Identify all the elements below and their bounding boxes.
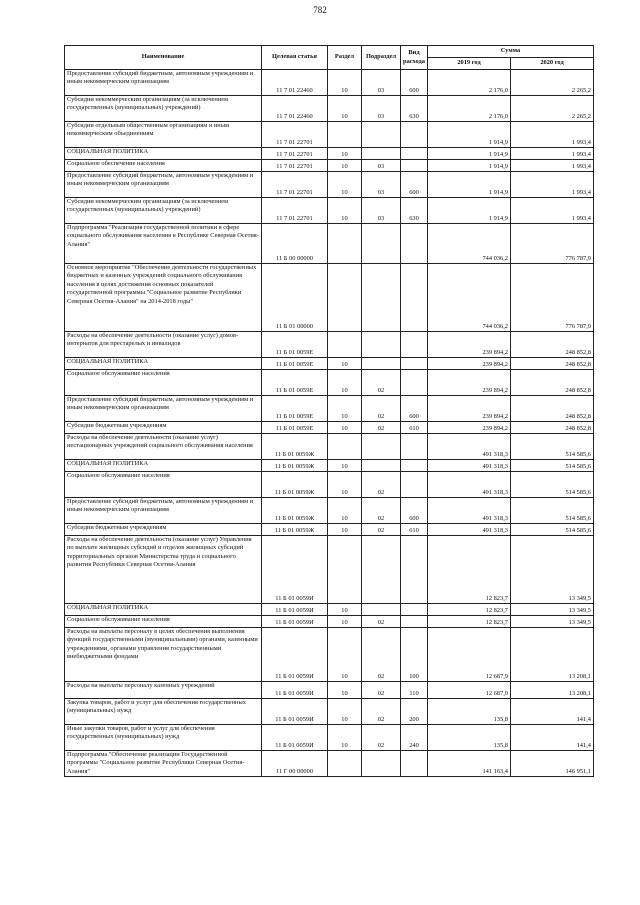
row-target-code: 11 Б 01 0059Ж <box>262 472 328 498</box>
row-subsection <box>362 460 401 472</box>
row-subsection: 03 <box>362 198 401 224</box>
table-row <box>65 699 594 725</box>
table-row <box>65 536 594 604</box>
row-subsection <box>362 332 401 358</box>
row-subsection: 02 <box>362 524 401 536</box>
row-sum-2020: 1 993,4 <box>511 160 594 172</box>
row-section: 10 <box>328 358 362 370</box>
header-section: Раздел <box>328 46 362 70</box>
row-sum-2020: 13 349,5 <box>511 604 594 616</box>
row-name: Субсидии бюджетным учреждениям <box>65 422 262 434</box>
budget-table <box>64 45 594 777</box>
row-sum-2019: 239 894,2 <box>428 358 511 370</box>
header-year-2020: 2020 год <box>511 58 594 70</box>
row-target-code: 11 Б 01 0059Е <box>262 358 328 370</box>
row-expense-kind <box>401 536 428 604</box>
row-target-code: 11 Б 01 0059И <box>262 616 328 628</box>
header-target-code: Целевая статья <box>262 46 328 70</box>
row-target-code: 11 7 01 22460 <box>262 96 328 122</box>
row-expense-kind: 110 <box>401 682 428 699</box>
row-section: 10 <box>328 682 362 699</box>
row-sum-2020: 141,4 <box>511 699 594 725</box>
row-section <box>328 224 362 264</box>
row-section: 10 <box>328 370 362 396</box>
row-sum-2020: 248 852,8 <box>511 370 594 396</box>
row-subsection <box>362 536 401 604</box>
row-section: 10 <box>328 472 362 498</box>
row-target-code: 11 Б 01 0059Е <box>262 396 328 422</box>
row-name: Подпрограмма "Реализация государственной политики в сфере социального обслуживания населения в Республике Северная Осетия-Алания" <box>65 224 262 264</box>
row-sum-2019: 491 318,3 <box>428 498 511 524</box>
row-sum-2019: 239 894,2 <box>428 370 511 396</box>
row-sum-2019: 491 318,3 <box>428 434 511 460</box>
row-target-code: 11 Б 01 0059Ж <box>262 460 328 472</box>
row-sum-2020: 1 993,4 <box>511 198 594 224</box>
table-row <box>65 524 594 536</box>
row-name: Иные закупки товаров, работ и услуг для обеспечения государственных (муниципальных) нужд <box>65 725 262 751</box>
row-section <box>328 332 362 358</box>
row-subsection: 02 <box>362 472 401 498</box>
row-subsection: 02 <box>362 396 401 422</box>
row-sum-2019: 141 163,4 <box>428 751 511 777</box>
row-name: Расходы на выплаты персоналу казенных учреждений <box>65 682 262 699</box>
row-expense-kind <box>401 472 428 498</box>
row-subsection: 02 <box>362 725 401 751</box>
row-sum-2020: 2 265,2 <box>511 96 594 122</box>
row-target-code: 11 Б 01 0059Ж <box>262 434 328 460</box>
row-name: Предоставление субсидий бюджетным, автономным учреждениям и иным некоммерческим организациям <box>65 498 262 524</box>
row-sum-2020: 13 349,5 <box>511 536 594 604</box>
row-expense-kind <box>401 751 428 777</box>
row-subsection <box>362 264 401 332</box>
row-section: 10 <box>328 604 362 616</box>
row-name: Субсидии некоммерческим организациям (за исключением государственных (муниципальных) учреждений) <box>65 198 262 224</box>
row-sum-2019: 1 914,9 <box>428 148 511 160</box>
row-sum-2019: 239 894,2 <box>428 396 511 422</box>
row-sum-2019: 1 914,9 <box>428 172 511 198</box>
row-name: Расходы на обеспечение деятельности (оказание услуг) нестационарных учреждений социального обслуживания населения <box>65 434 262 460</box>
row-name: Предоставление субсидий бюджетным, автономным учреждениям и иным некоммерческим организациям <box>65 396 262 422</box>
row-sum-2020: 776 787,9 <box>511 224 594 264</box>
table-body <box>65 70 594 777</box>
row-subsection: 02 <box>362 628 401 682</box>
header-expense-kind: Вид расхода <box>401 46 428 70</box>
row-name: Субсидии некоммерческим организациям (за исключением государственных (муниципальных) учреждений) <box>65 96 262 122</box>
row-sum-2020: 248 852,8 <box>511 422 594 434</box>
row-sum-2019: 491 318,3 <box>428 524 511 536</box>
row-target-code: 11 7 01 22701 <box>262 160 328 172</box>
row-subsection: 02 <box>362 370 401 396</box>
row-section: 10 <box>328 628 362 682</box>
row-expense-kind <box>401 332 428 358</box>
row-sum-2019: 239 894,2 <box>428 332 511 358</box>
table-row <box>65 358 594 370</box>
row-sum-2020: 248 852,8 <box>511 358 594 370</box>
row-sum-2019: 12 687,9 <box>428 628 511 682</box>
row-sum-2020: 514 585,6 <box>511 524 594 536</box>
table-row <box>65 160 594 172</box>
row-name: СОЦИАЛЬНАЯ ПОЛИТИКА <box>65 604 262 616</box>
row-subsection: 02 <box>362 616 401 628</box>
row-subsection <box>362 751 401 777</box>
table-row <box>65 122 594 148</box>
row-target-code: 11 Б 01 0059И <box>262 628 328 682</box>
table-row <box>65 96 594 122</box>
row-subsection <box>362 604 401 616</box>
row-target-code: 11 Б 01 0059И <box>262 725 328 751</box>
row-subsection: 03 <box>362 160 401 172</box>
row-subsection: 03 <box>362 70 401 96</box>
row-sum-2019: 491 318,3 <box>428 472 511 498</box>
row-section: 10 <box>328 460 362 472</box>
row-name: Субсидии бюджетным учреждениям <box>65 524 262 536</box>
row-sum-2019: 12 687,9 <box>428 682 511 699</box>
row-subsection: 02 <box>362 422 401 434</box>
row-target-code: 11 Б 01 0059И <box>262 682 328 699</box>
row-section: 10 <box>328 70 362 96</box>
row-section: 10 <box>328 198 362 224</box>
table-row <box>65 198 594 224</box>
table-row <box>65 370 594 396</box>
table-row <box>65 604 594 616</box>
row-expense-kind: 630 <box>401 198 428 224</box>
row-sum-2019: 239 894,2 <box>428 422 511 434</box>
row-name: СОЦИАЛЬНАЯ ПОЛИТИКА <box>65 358 262 370</box>
row-section: 10 <box>328 396 362 422</box>
row-section <box>328 264 362 332</box>
row-subsection: 03 <box>362 96 401 122</box>
row-expense-kind <box>401 264 428 332</box>
row-name: Социальное обеспечение населения <box>65 160 262 172</box>
row-sum-2019: 2 176,0 <box>428 96 511 122</box>
row-subsection <box>362 122 401 148</box>
row-sum-2020: 13 208,1 <box>511 682 594 699</box>
row-section <box>328 536 362 604</box>
row-name: Предоставление субсидий бюджетным, автономным учреждениям и иным некоммерческим организациям <box>65 172 262 198</box>
row-sum-2020: 514 585,6 <box>511 498 594 524</box>
row-expense-kind <box>401 224 428 264</box>
row-name: Подпрограмма "Обеспечение реализации Государственной программы "Социальное развитие Республики Северная Осетия-Алания" <box>65 751 262 777</box>
table-row <box>65 682 594 699</box>
row-expense-kind: 600 <box>401 172 428 198</box>
row-sum-2019: 12 823,7 <box>428 536 511 604</box>
row-sum-2019: 744 036,2 <box>428 224 511 264</box>
row-target-code: 11 Б 01 0059И <box>262 699 328 725</box>
row-name: Социальное обслуживание населения <box>65 616 262 628</box>
row-subsection: 02 <box>362 699 401 725</box>
row-section: 10 <box>328 172 362 198</box>
table-row <box>65 396 594 422</box>
row-section <box>328 751 362 777</box>
row-subsection <box>362 434 401 460</box>
row-name: Расходы на выплаты персоналу в целях обеспечения выполнения функций государственными (муниципальными) органами, казенными учреждениями, органами управления государственными внебюджетными фондами <box>65 628 262 682</box>
row-expense-kind: 100 <box>401 628 428 682</box>
table-row <box>65 332 594 358</box>
row-sum-2020: 248 852,8 <box>511 332 594 358</box>
row-target-code: 11 Г 00 00000 <box>262 751 328 777</box>
row-expense-kind: 600 <box>401 396 428 422</box>
row-sum-2020: 1 993,4 <box>511 122 594 148</box>
row-expense-kind <box>401 148 428 160</box>
table-row <box>65 224 594 264</box>
row-section <box>328 122 362 148</box>
row-name: Расходы на обеспечение деятельности (оказание услуг) домов-интернатов для престарелых и инвалидов <box>65 332 262 358</box>
row-target-code: 11 7 01 22460 <box>262 70 328 96</box>
row-sum-2019: 1 914,9 <box>428 160 511 172</box>
row-target-code: 11 7 01 22701 <box>262 172 328 198</box>
row-section <box>328 434 362 460</box>
row-expense-kind: 600 <box>401 70 428 96</box>
row-subsection: 02 <box>362 498 401 524</box>
row-name: Расходы на обеспечение деятельности (оказание услуг) Управления по выплате жилищных субсидий и отделов жилищных субсидий территориальных органов Министерства труда и социального развития Республики Северная Осетия-Алания <box>65 536 262 604</box>
row-sum-2019: 2 176,0 <box>428 70 511 96</box>
header-name: Наименование <box>65 46 262 70</box>
row-target-code: 11 Б 01 0059Е <box>262 370 328 396</box>
table-row <box>65 264 594 332</box>
row-target-code: 11 7 01 22701 <box>262 198 328 224</box>
row-name: СОЦИАЛЬНАЯ ПОЛИТИКА <box>65 148 262 160</box>
row-section: 10 <box>328 160 362 172</box>
row-target-code: 11 Б 01 0059Е <box>262 332 328 358</box>
row-name: Основное мероприятие "Обеспечение деятельности государственных бюджетных и казенных учреждений социального обслуживания населения в целях достижения основных показателей государственной программы "Социальное развитие Республики Северная Осетия-Алания" на 2014-2018 годы" <box>65 264 262 332</box>
row-sum-2019: 1 914,9 <box>428 122 511 148</box>
row-name: Социальное обслуживание населения <box>65 370 262 396</box>
row-sum-2020: 248 852,8 <box>511 396 594 422</box>
row-name: Закупка товаров, работ и услуг для обеспечения государственных (муниципальных) нужд <box>65 699 262 725</box>
row-section: 10 <box>328 725 362 751</box>
page-number: 782 <box>313 5 327 15</box>
row-sum-2020: 514 585,6 <box>511 472 594 498</box>
row-expense-kind <box>401 160 428 172</box>
row-sum-2020: 2 265,2 <box>511 70 594 96</box>
row-section: 10 <box>328 148 362 160</box>
table-row <box>65 460 594 472</box>
row-sum-2019: 1 914,9 <box>428 198 511 224</box>
table-row <box>65 422 594 434</box>
row-expense-kind <box>401 616 428 628</box>
row-target-code: 11 7 01 22701 <box>262 122 328 148</box>
row-target-code: 11 Б 01 0059Ж <box>262 524 328 536</box>
table-row <box>65 434 594 460</box>
row-sum-2020: 776 787,9 <box>511 264 594 332</box>
row-sum-2020: 141,4 <box>511 725 594 751</box>
row-sum-2020: 1 993,4 <box>511 172 594 198</box>
row-section: 10 <box>328 498 362 524</box>
row-name: СОЦИАЛЬНАЯ ПОЛИТИКА <box>65 460 262 472</box>
table-row <box>65 498 594 524</box>
row-target-code: 11 Б 01 0059Е <box>262 422 328 434</box>
row-subsection <box>362 224 401 264</box>
row-target-code: 11 Б 00 00000 <box>262 224 328 264</box>
row-subsection <box>362 358 401 370</box>
row-target-code: 11 Б 01 0059Ж <box>262 498 328 524</box>
row-target-code: 11 Б 01 0059И <box>262 604 328 616</box>
header-year-2019: 2019 год <box>428 58 511 70</box>
table-row <box>65 751 594 777</box>
row-sum-2020: 514 585,6 <box>511 434 594 460</box>
row-subsection: 02 <box>362 682 401 699</box>
row-name: Субсидии отдельным общественным организациям и иным некоммерческим объединениям <box>65 122 262 148</box>
row-subsection <box>362 148 401 160</box>
row-subsection: 03 <box>362 172 401 198</box>
row-sum-2020: 514 585,6 <box>511 460 594 472</box>
row-section: 10 <box>328 524 362 536</box>
row-expense-kind <box>401 434 428 460</box>
row-expense-kind: 600 <box>401 498 428 524</box>
row-sum-2020: 13 349,5 <box>511 616 594 628</box>
row-name: Предоставление субсидий бюджетным, автономным учреждениям и иным некоммерческим организациям <box>65 70 262 96</box>
row-sum-2019: 135,8 <box>428 699 511 725</box>
row-sum-2019: 12 823,7 <box>428 616 511 628</box>
table-row <box>65 70 594 96</box>
row-expense-kind <box>401 122 428 148</box>
row-section: 10 <box>328 699 362 725</box>
table-row <box>65 472 594 498</box>
table-row <box>65 628 594 682</box>
row-sum-2019: 135,8 <box>428 725 511 751</box>
header-sum: Сумма <box>428 46 594 58</box>
row-sum-2019: 12 823,7 <box>428 604 511 616</box>
row-expense-kind <box>401 604 428 616</box>
row-section: 10 <box>328 422 362 434</box>
row-target-code: 11 Б 01 00000 <box>262 264 328 332</box>
row-expense-kind: 200 <box>401 699 428 725</box>
row-expense-kind <box>401 370 428 396</box>
row-sum-2019: 491 318,3 <box>428 460 511 472</box>
row-sum-2020: 13 208,1 <box>511 628 594 682</box>
table-row <box>65 616 594 628</box>
row-expense-kind <box>401 460 428 472</box>
header-subsection: Подраздел <box>362 46 401 70</box>
row-expense-kind: 610 <box>401 422 428 434</box>
row-sum-2019: 744 036,2 <box>428 264 511 332</box>
row-sum-2020: 1 993,4 <box>511 148 594 160</box>
row-section: 10 <box>328 96 362 122</box>
row-target-code: 11 7 01 22701 <box>262 148 328 160</box>
row-expense-kind: 240 <box>401 725 428 751</box>
row-expense-kind <box>401 358 428 370</box>
table-row <box>65 725 594 751</box>
row-expense-kind: 610 <box>401 524 428 536</box>
table-row <box>65 148 594 160</box>
row-section: 10 <box>328 616 362 628</box>
table-row <box>65 172 594 198</box>
row-name: Социальное обслуживание населения <box>65 472 262 498</box>
row-expense-kind: 630 <box>401 96 428 122</box>
row-sum-2020: 146 951,1 <box>511 751 594 777</box>
row-target-code: 11 Б 01 0059И <box>262 536 328 604</box>
